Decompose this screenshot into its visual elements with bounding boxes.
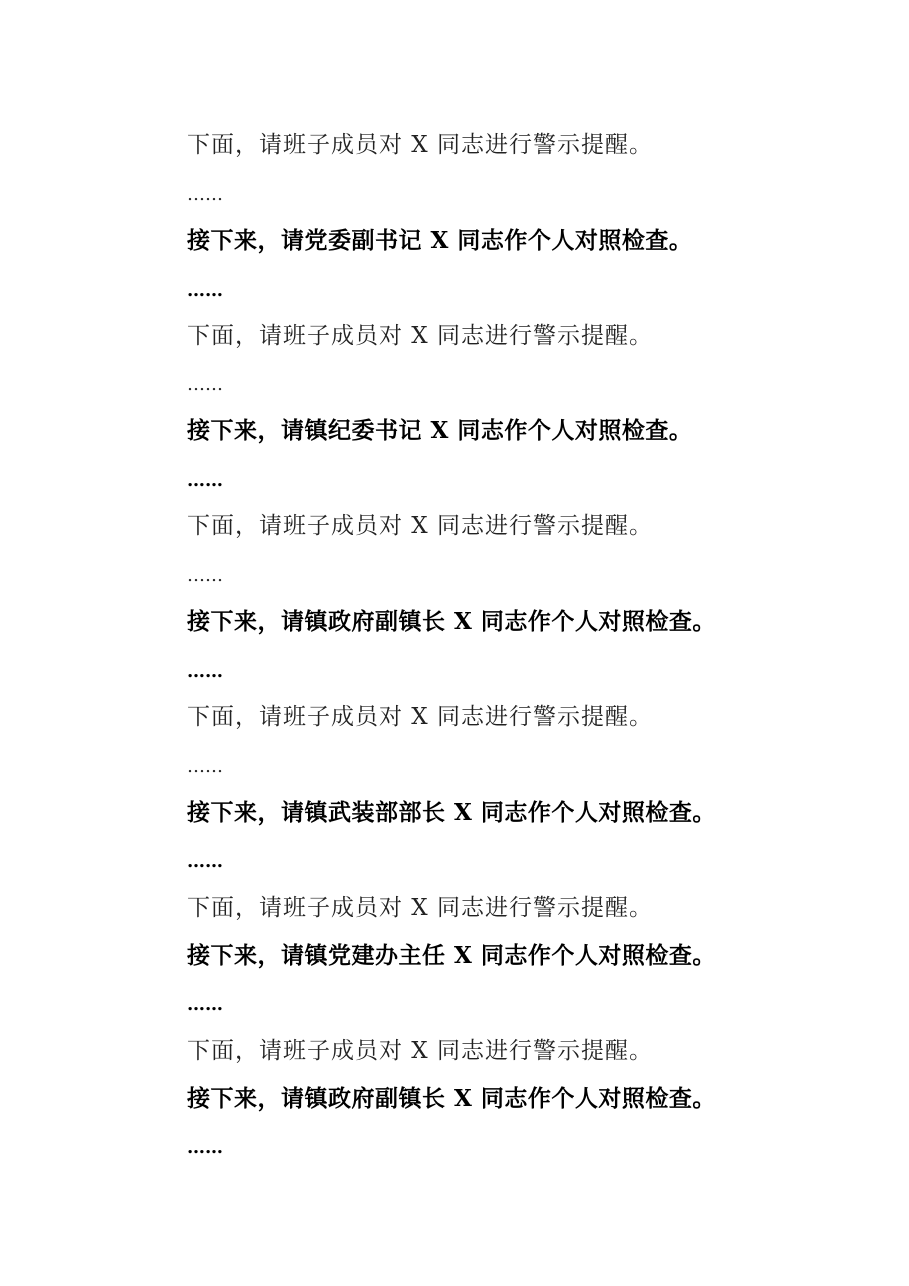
paragraph-self-check-heading: 接下来，请镇政府副镇长 X 同志作个人对照检查。	[187, 1085, 716, 1112]
ellipsis-line: ……	[187, 470, 223, 491]
paragraph-self-check-heading: 接下来，请镇纪委书记 X 同志作个人对照检查。	[187, 417, 693, 444]
paragraph-self-check-heading: 接下来，请镇政府副镇长 X 同志作个人对照检查。	[187, 608, 716, 635]
ellipsis-line: ……	[187, 994, 223, 1015]
ellipsis-line: ……	[187, 565, 223, 586]
paragraph-warning-reminder: 下面，请班子成员对 X 同志进行警示提醒。	[187, 323, 653, 349]
paragraph-warning-reminder: 下面，请班子成员对 X 同志进行警示提醒。	[187, 1038, 653, 1064]
paragraph-warning-reminder: 下面，请班子成员对 X 同志进行警示提醒。	[187, 704, 653, 730]
paragraph-self-check-heading: 接下来，请党委副书记 X 同志作个人对照检查。	[187, 227, 693, 254]
ellipsis-line: ……	[187, 1137, 223, 1158]
ellipsis-line: ……	[187, 661, 223, 682]
paragraph-self-check-heading: 接下来，请镇武装部部长 X 同志作个人对照检查。	[187, 799, 716, 826]
ellipsis-line: ……	[187, 756, 223, 777]
ellipsis-line: ……	[187, 184, 223, 205]
paragraph-warning-reminder: 下面，请班子成员对 X 同志进行警示提醒。	[187, 513, 653, 539]
paragraph-warning-reminder: 下面，请班子成员对 X 同志进行警示提醒。	[187, 132, 653, 158]
paragraph-self-check-heading: 接下来，请镇党建办主任 X 同志作个人对照检查。	[187, 942, 716, 969]
ellipsis-line: ……	[187, 851, 223, 872]
ellipsis-line: ……	[187, 280, 223, 301]
paragraph-warning-reminder: 下面，请班子成员对 X 同志进行警示提醒。	[187, 895, 653, 921]
ellipsis-line: ……	[187, 374, 223, 395]
